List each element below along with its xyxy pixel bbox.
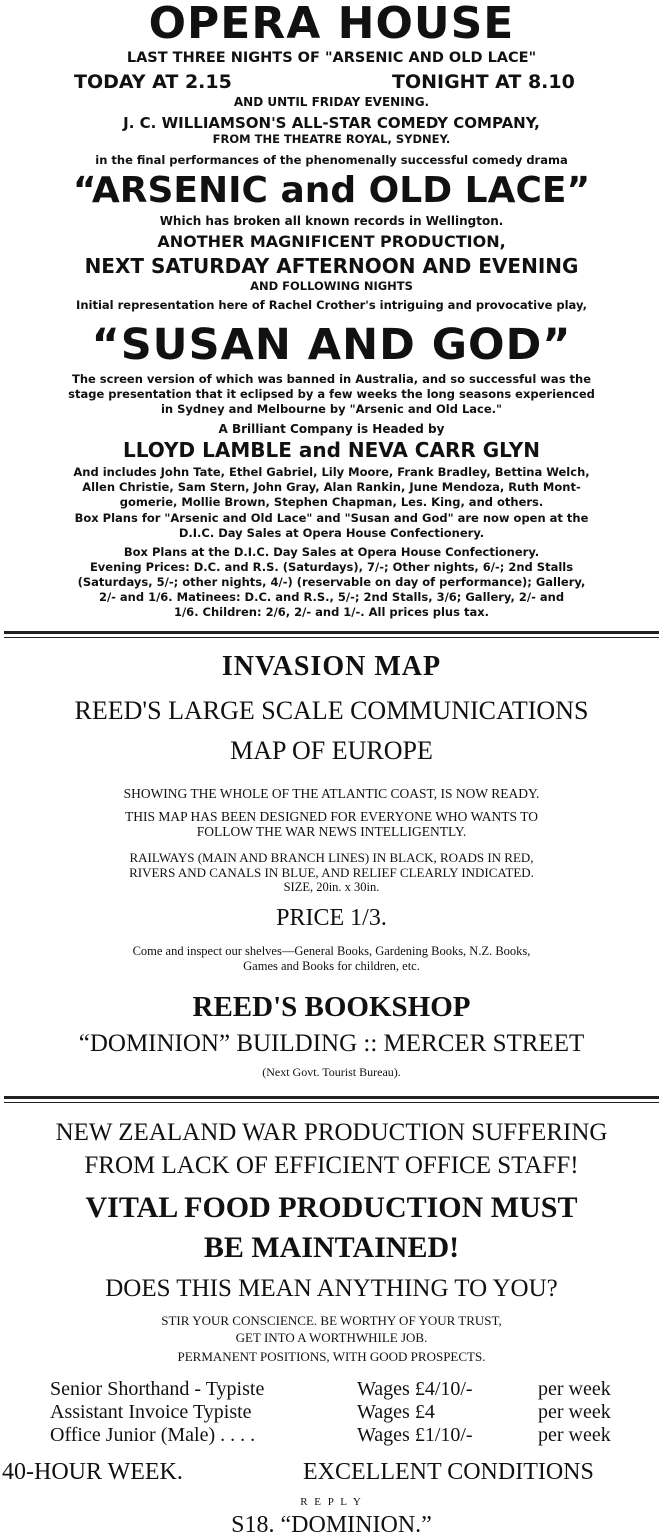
staff-headline-2: FROM LACK OF EFFICIENT OFFICE STAFF! xyxy=(84,1152,579,1179)
cast-line: Allen Christie, Sam Stern, John Gray, Alan Rankin, June Mendoza, Ruth Mont- xyxy=(82,480,581,494)
final-performances: in the final performances of the phenomenally successful comedy drama xyxy=(95,153,568,167)
position-role: Senior Shorthand - Typiste xyxy=(50,1378,265,1400)
column-divider-thin xyxy=(4,637,659,638)
staff-headline-1: NEW ZEALAND WAR PRODUCTION SUFFERING xyxy=(55,1119,608,1146)
another-production: ANOTHER MAGNIFICENT PRODUCTION, xyxy=(157,232,506,251)
designed-line: THIS MAP HAS BEEN DESIGNED FOR EVERYONE WHO WANTS TO xyxy=(125,809,538,824)
position-period: per week xyxy=(538,1378,611,1400)
inspect-line: Come and inspect our shelves—General Books, Gardening Books, N.Z. Books, xyxy=(132,944,531,958)
reply-label: R E P L Y xyxy=(300,1496,363,1508)
position-wage: Wages £4/10/- xyxy=(357,1378,473,1400)
map-size: SIZE, 20in. x 30in. xyxy=(283,880,380,894)
following-nights: AND FOLLOWING NIGHTS xyxy=(250,279,413,293)
prices-line: Box Plans at the D.I.C. Day Sales at Opera House Confectionery. xyxy=(123,545,540,559)
initial-representation: Initial representation here of Rachel Crother's intriguing and provocative play, xyxy=(76,298,587,312)
map-subtitle-1: REED'S LARGE SCALE COMMUNICATIONS xyxy=(74,696,589,725)
vital-food-1: VITAL FOOD PRODUCTION MUST xyxy=(85,1191,578,1224)
map-price: PRICE 1/3. xyxy=(276,905,387,931)
vital-food-2: BE MAINTAINED! xyxy=(203,1231,460,1264)
brilliant-company: A Brilliant Company is Headed by xyxy=(218,422,445,436)
position-wage: Wages £1/10/- xyxy=(357,1424,473,1446)
next-saturday: NEXT SATURDAY AFTERNOON AND EVENING xyxy=(84,254,579,278)
bookshop-name: REED'S BOOKSHOP xyxy=(192,991,471,1023)
company-origin: FROM THE THEATRE ROYAL, SYDNEY. xyxy=(212,132,451,146)
prices-line: 1/6. Children: 2/6, 2/- and 1/-. All prices plus tax. xyxy=(173,605,489,619)
box-plans-line: Box Plans for "Arsenic and Old Lace" and "Susan and God" are now open at the xyxy=(74,511,589,525)
map-subtitle-2: MAP OF EUROPE xyxy=(230,736,433,765)
prices-line: Evening Prices: D.C. and R.S. (Saturdays), 7/-; Other nights, 6/-; 2nd Stalls xyxy=(89,560,574,574)
position-wage: Wages £4 xyxy=(357,1401,435,1423)
screen-version-line: stage presentation that it eclipsed by a few weeks the long seasons experienced xyxy=(68,387,595,401)
position-role: Assistant Invoice Typiste xyxy=(50,1401,252,1423)
play-title-arsenic: “ARSENIC and OLD LACE” xyxy=(72,170,591,211)
company-name: J. C. WILLIAMSON'S ALL-STAR COMEDY COMPANY, xyxy=(123,114,540,132)
column-divider-thin xyxy=(4,1102,659,1103)
box-plans-line: D.I.C. Day Sales at Opera House Confectionery. xyxy=(178,526,485,540)
last-nights: LAST THREE NIGHTS OF "ARSENIC AND OLD LACE" xyxy=(126,50,537,66)
stir-line: STIR YOUR CONSCIENCE. BE WORTHY OF YOUR TRUST, xyxy=(161,1313,502,1328)
work-conditions: EXCELLENT CONDITIONS xyxy=(303,1459,594,1485)
play-title-susan: “SUSAN AND GOD” xyxy=(91,320,572,370)
opera-title: OPERA HOUSE xyxy=(148,0,515,49)
stir-line: PERMANENT POSITIONS, WITH GOOD PROSPECTS. xyxy=(177,1349,486,1364)
records-note: Which has broken all known records in Wellington. xyxy=(159,214,504,228)
column-divider-thick xyxy=(4,1096,659,1099)
lead-actors: LLOYD LAMBLE and NEVA CARR GLYN xyxy=(122,438,540,462)
evening-time: TONIGHT AT 8.10 xyxy=(392,71,575,93)
position-role: Office Junior (Male) . . . . xyxy=(50,1424,256,1446)
bookshop-landmark: (Next Govt. Tourist Bureau). xyxy=(262,1065,401,1079)
question-line: DOES THIS MEAN ANYTHING TO YOU? xyxy=(105,1275,558,1302)
matinee-time: TODAY AT 2.15 xyxy=(74,71,232,93)
column-divider-thick xyxy=(4,631,659,634)
screen-version-line: The screen version of which was banned in Australia, and so successful was the xyxy=(71,372,592,386)
cast-line: gomerie, Mollie Brown, Stephen Chapman, Les. King, and others. xyxy=(119,495,544,509)
prices-line: 2/- and 1/6. Matinees: D.C. and R.S., 5/-; 2nd Stalls, 3/6; Gallery, 2/- and xyxy=(98,590,565,604)
designed-line: FOLLOW THE WAR NEWS INTELLIGENTLY. xyxy=(196,824,467,839)
railways-line: RAILWAYS (MAIN AND BRANCH LINES) IN BLACK, ROADS IN RED, xyxy=(129,850,534,865)
map-title: INVASION MAP xyxy=(221,651,442,682)
showing-coast: SHOWING THE WHOLE OF THE ATLANTIC COAST, IS NOW READY. xyxy=(123,786,540,801)
bookshop-address: “DOMINION” BUILDING :: MERCER STREET xyxy=(78,1030,585,1057)
screen-version-line: in Sydney and Melbourne by "Arsenic and Old Lace." xyxy=(160,402,503,416)
reply-box: S18. “DOMINION.” xyxy=(231,1512,432,1538)
cast-line: And includes John Tate, Ethel Gabriel, Lily Moore, Frank Bradley, Bettina Welch, xyxy=(73,465,590,479)
stir-line: GET INTO A WORTHWHILE JOB. xyxy=(235,1330,428,1345)
until-friday: AND UNTIL FRIDAY EVENING. xyxy=(233,95,430,109)
work-hours: 40-HOUR WEEK. xyxy=(2,1459,183,1485)
prices-line: (Saturdays, 5/-; other nights, 4/-) (reservable on day of performance); Gallery, xyxy=(77,575,586,589)
railways-line: RIVERS AND CANALS IN BLUE, AND RELIEF CLEARLY INDICATED. xyxy=(129,865,534,880)
position-period: per week xyxy=(538,1424,611,1446)
inspect-line: Games and Books for children, etc. xyxy=(243,959,420,973)
position-period: per week xyxy=(538,1401,611,1423)
